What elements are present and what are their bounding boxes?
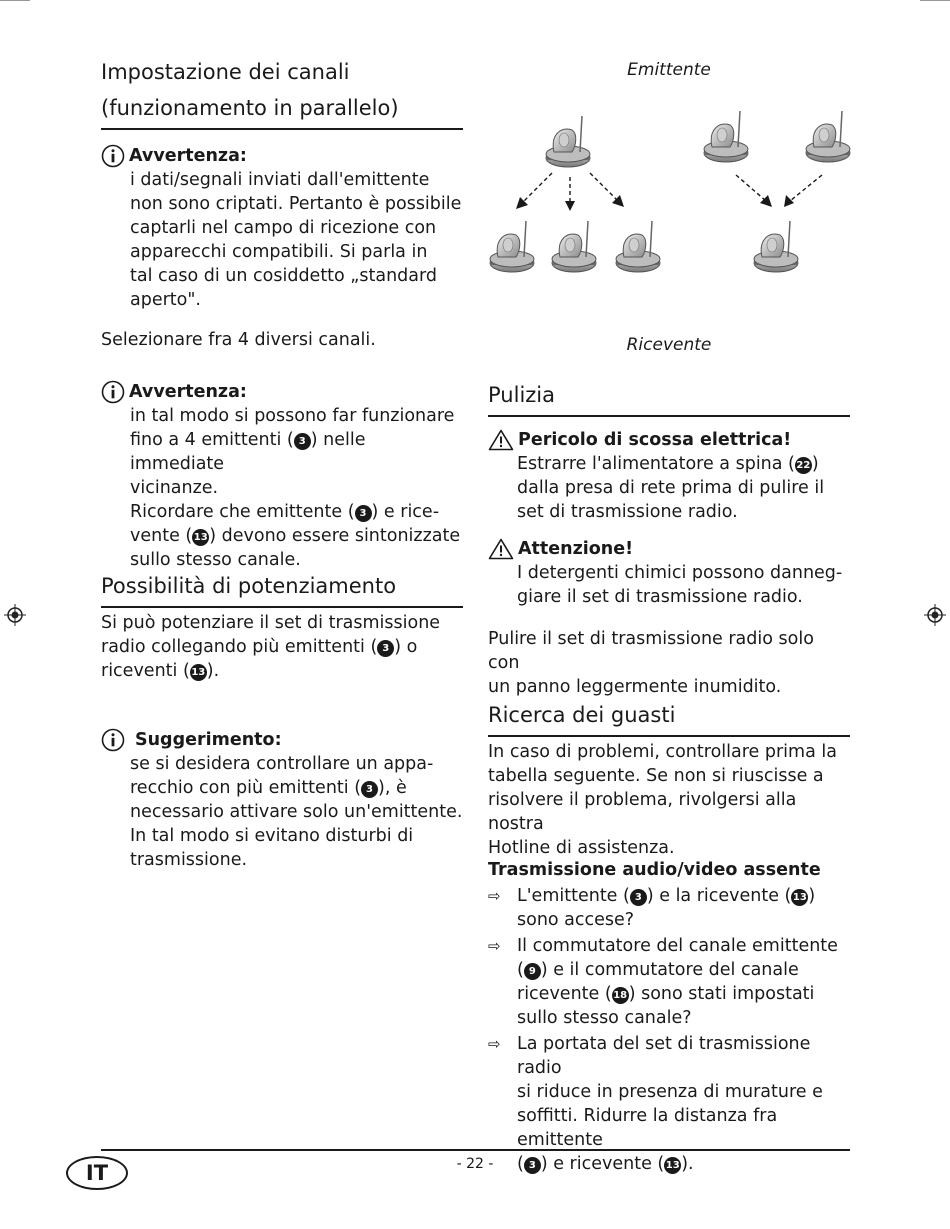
note-text: Ricordare che emittente ( 3 ) e rice- — [130, 502, 440, 522]
list-item: ⇨ Il commutatore del canale emittente ( 9 ) e il commutatore del canale ricevente ( 18) sono stati impostati sullo stesso canale? — [488, 936, 838, 1028]
page-number: - 22 - — [456, 1156, 494, 1172]
note-text: i dati/segnali inviati dall'emittente — [130, 170, 430, 190]
receiver-icon — [552, 221, 596, 272]
body-text: Pulire il set di trasmissione radio solo con — [488, 629, 814, 673]
ref-number: 3 — [524, 1157, 541, 1174]
note-text: tal caso di un cosiddetto „standard — [130, 266, 437, 286]
title-line-1: Impostazione dei canali — [101, 60, 350, 84]
note-text: vente ( 13) devono essere sintonizzate — [130, 526, 461, 546]
section-title — [101, 90, 463, 130]
transmitter-icon — [806, 111, 850, 162]
info-icon — [101, 728, 125, 752]
crop-mark — [920, 0, 950, 1]
tip-text: se si desidera controllare un appa- — [130, 754, 434, 774]
danger-heading — [488, 428, 850, 452]
language-badge: IT — [66, 1156, 128, 1190]
caution-block — [488, 537, 850, 609]
tip-text: In tal modo si evitano disturbi di — [130, 826, 414, 846]
ref-number: 3 — [630, 889, 647, 906]
body-text: Hotline di assistenza. — [488, 838, 675, 858]
note-block — [101, 380, 463, 572]
transmitter-icon — [546, 116, 590, 167]
arrow-right-icon: ⇨ — [488, 1035, 501, 1053]
checklist — [488, 884, 850, 1178]
ref-number: 18 — [612, 987, 629, 1004]
arrow-right-icon: ⇨ — [488, 937, 501, 955]
crop-mark — [0, 0, 30, 1]
ref-number: 22 — [795, 457, 812, 474]
section-cleaning — [488, 377, 850, 417]
danger-title: Pericolo di scossa elettrica! — [518, 430, 792, 450]
section-title: Ricerca dei guasti — [488, 697, 850, 737]
danger-text: Estrarre l'alimentatore a spina ( 22) — [517, 454, 819, 474]
tip-text: necessario attivare solo un'emittente. — [130, 802, 463, 822]
tip-text: trasmissione. — [130, 850, 248, 870]
list-item: ⇨ L'emittente ( 3 ) e la ricevente ( 13) sono accese? — [488, 886, 816, 930]
ref-number: 13 — [192, 529, 209, 546]
note-text: sullo stesso canale. — [130, 550, 301, 570]
ref-number: 3 — [294, 433, 311, 450]
note-text: aperto". — [130, 290, 201, 310]
info-icon — [101, 380, 125, 404]
note-text: fino a 4 emittenti ( 3 ) nelle immediate — [130, 430, 366, 474]
body-text: Si può potenziare il set di trasmissione — [101, 613, 441, 633]
transmitter-receiver-illustration — [486, 95, 856, 285]
list-item: ⇨ La portata del set di trasmissione radio si riduce in presenza di murature e soffitti. Ridurre la distanza fra emittente ( 3 ) e ricevente ( 13). — [488, 1034, 823, 1174]
section-channels — [101, 54, 463, 130]
danger-block — [488, 428, 850, 524]
body-text: riceventi ( 13). — [101, 661, 220, 681]
receiver-icon — [754, 221, 798, 272]
caution-text: giare il set di trasmissione radio. — [517, 587, 803, 607]
receiver-icon — [616, 221, 660, 272]
ref-number: 9 — [524, 963, 541, 980]
title-line-2: (funzionamento in parallelo) — [101, 96, 399, 120]
body-text: radio collegando più emittenti ( 3 ) o — [101, 637, 418, 657]
cleaning-text — [488, 627, 850, 699]
caution-text: I detergenti chimici possono danneg- — [517, 563, 843, 583]
note-text: vicinanze. — [130, 478, 219, 498]
subsection-title: Trasmissione audio/video assente — [488, 860, 821, 880]
body-text: Selezionare fra 4 diversi canali. — [101, 330, 376, 350]
caution-heading — [488, 537, 850, 561]
warning-triangle-icon — [488, 538, 514, 560]
tip-heading — [101, 728, 463, 752]
ref-number: 13 — [190, 664, 207, 681]
note-text: captarli nel campo di ricezione con — [130, 218, 437, 238]
ref-number: 3 — [361, 781, 378, 798]
warning-triangle-icon — [488, 429, 514, 451]
section-title: Possibilità di potenziamento — [101, 568, 463, 608]
note-heading — [101, 380, 463, 404]
caution-title: Attenzione! — [518, 539, 634, 559]
note-text: in tal modo si possono far funzionare — [130, 406, 455, 426]
body-text: In caso di problemi, controllare prima la — [488, 742, 837, 762]
note-title: Avvertenza: — [129, 382, 247, 402]
info-icon — [101, 144, 125, 168]
registration-mark-icon — [924, 604, 946, 626]
body-text: un panno leggermente inumidito. — [488, 677, 782, 697]
section-troubleshooting — [488, 697, 850, 860]
receiver-icon — [490, 221, 534, 272]
section-title: Pulizia — [488, 377, 850, 417]
tip-title: Suggerimento: — [135, 730, 282, 750]
note-text: non sono criptati. Pertanto è possibile — [130, 194, 462, 214]
danger-text: set di trasmissione radio. — [517, 502, 738, 522]
transmitter-icon — [704, 111, 748, 162]
section-title — [101, 54, 463, 90]
note-block — [101, 144, 463, 312]
tip-text: recchio con più emittenti ( 3 ), è — [130, 778, 407, 798]
footer-rule — [101, 1149, 850, 1151]
note-title: Avvertenza: — [129, 146, 247, 166]
note-heading — [101, 144, 463, 168]
arrow-right-icon: ⇨ — [488, 887, 501, 905]
note-text: apparecchi compatibili. Si parla in — [130, 242, 428, 262]
danger-text: dalla presa di rete prima di pulire il — [517, 478, 825, 498]
ref-number: 13 — [664, 1157, 681, 1174]
registration-mark-icon — [4, 604, 26, 626]
ref-number: 13 — [791, 889, 808, 906]
figure-caption-top: Emittente — [627, 60, 711, 80]
ref-number: 3 — [355, 505, 372, 522]
body-text: tabella seguente. Se non si riuscisse a — [488, 766, 824, 786]
body-text: risolvere il problema, rivolgersi alla nostra — [488, 790, 797, 834]
section-expansion — [101, 568, 463, 683]
figure-caption-bottom: Ricevente — [626, 335, 712, 355]
tip-block — [101, 728, 463, 872]
ref-number: 3 — [377, 640, 394, 657]
